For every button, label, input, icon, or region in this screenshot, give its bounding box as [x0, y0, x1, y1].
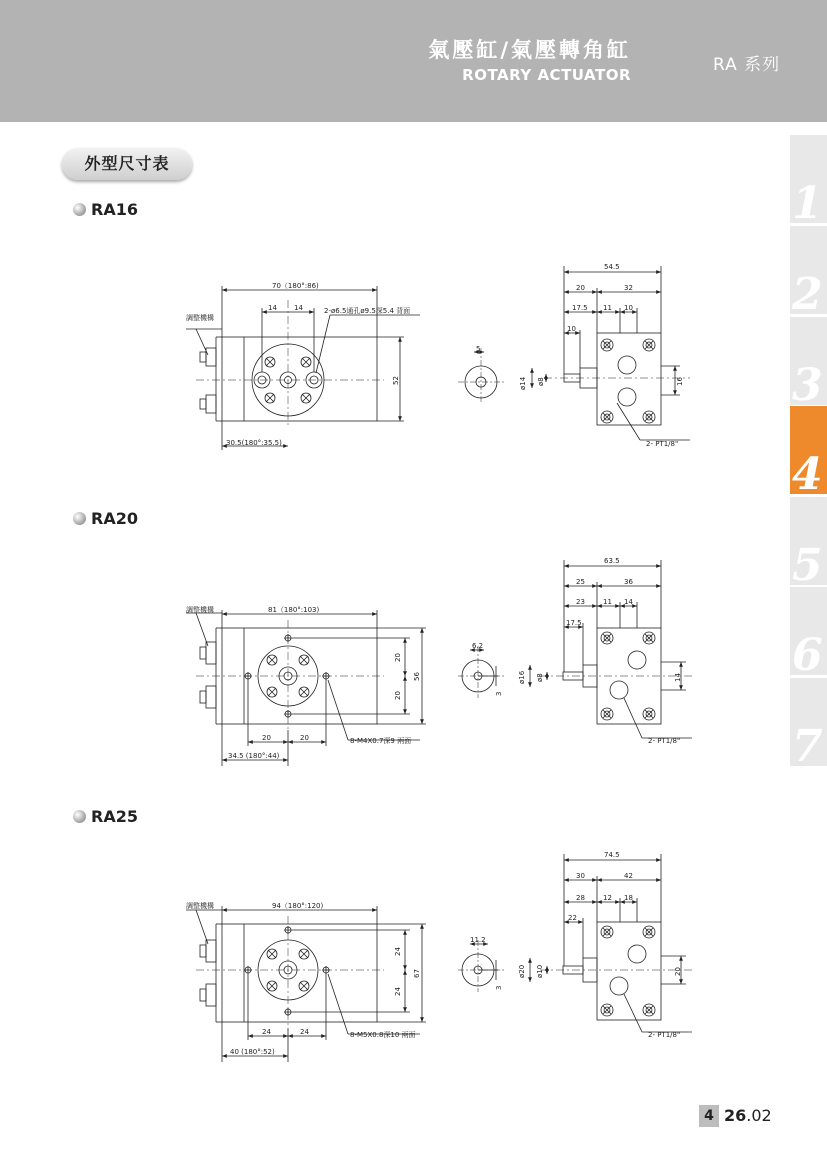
label-holes: 8-M5X0.8深10 兩面	[350, 1031, 416, 1039]
dim-17-5: 17.5	[566, 619, 582, 627]
label-adjust: 調整機構	[186, 902, 214, 910]
dim-h24b: 24	[300, 1028, 309, 1036]
model-name: RA25	[91, 807, 138, 826]
dim-bottom: 30.5(180°:35.5)	[226, 439, 282, 447]
footer-page-number	[724, 1105, 772, 1127]
ra25-shaft-view	[458, 940, 504, 992]
dim-v20a: 20	[394, 653, 402, 662]
ra20-shaft-view	[458, 646, 504, 698]
side-tab-label: 3	[792, 360, 823, 405]
dim-h20a: 20	[262, 734, 271, 742]
model-name: RA16	[91, 200, 138, 219]
dim-height: 67	[413, 969, 421, 978]
dim-bottom: 40 (180°:52)	[230, 1048, 275, 1056]
side-tab-label: 7	[792, 721, 823, 766]
label-holes: 2-ø6.5通孔ø9.5深5.4 背面	[324, 307, 411, 315]
dim-shaft-key: 5	[476, 345, 481, 353]
dim-12: 12	[603, 894, 612, 902]
dim-h24a: 24	[262, 1028, 271, 1036]
ra20-side-view	[530, 560, 692, 738]
dim-20: 20	[576, 284, 585, 292]
side-tab-label: 6	[792, 630, 823, 675]
side-tab-label: 5	[792, 540, 823, 585]
dim-11: 11	[603, 598, 612, 606]
label-adjust: 調整機構	[186, 606, 214, 614]
dim-10b: 10	[567, 325, 576, 333]
dim-14b: 14	[674, 673, 682, 682]
label-port: 2- PT1/8"	[648, 1031, 681, 1039]
dim-14a: 14	[268, 304, 277, 312]
dim-phi-shaft: ø14	[519, 376, 527, 390]
dim-height: 52	[392, 376, 400, 385]
dim-phi-shaft: ø20	[518, 964, 526, 978]
dim-shaft-key: 6.2	[472, 642, 484, 650]
dim-total: 63.5	[604, 557, 620, 565]
dim-36: 36	[624, 578, 633, 586]
dim-shaft-3: 3	[495, 691, 503, 696]
dim-phi-small: ø8	[537, 377, 545, 386]
dim-42: 42	[624, 872, 633, 880]
ra25-side-view	[530, 854, 692, 1032]
dim-phi-shaft: ø16	[518, 670, 526, 684]
dim-overall: 70（180°:86)	[272, 282, 319, 290]
dim-14: 14	[624, 598, 633, 606]
ra16-shaft-view	[458, 348, 504, 404]
dim-v24a: 24	[394, 947, 402, 956]
dim-v20b: 20	[394, 691, 402, 700]
dim-phi-small: ø10	[536, 964, 544, 978]
dim-28: 28	[576, 894, 585, 902]
label-adjust: 調整機構	[186, 314, 214, 322]
ra16-side-view	[532, 266, 690, 440]
dim-25: 25	[576, 578, 585, 586]
label-holes: 8-M4X0.7深9 兩面	[350, 737, 412, 745]
label-port: 2- PT1/8"	[646, 440, 679, 448]
dim-h20b: 20	[300, 734, 309, 742]
dim-14b: 14	[294, 304, 303, 312]
side-tab-label: 2	[792, 269, 823, 314]
footer-section-number: 4	[699, 1105, 719, 1127]
dim-23: 23	[576, 598, 585, 606]
dim-30: 30	[576, 872, 585, 880]
dim-phi-small: ø8	[536, 673, 544, 682]
dim-overall: 81（180°:103)	[268, 606, 320, 614]
dim-total: 74.5	[604, 851, 620, 859]
dim-10: 10	[624, 304, 633, 312]
dim-20: 20	[674, 967, 682, 976]
dim-11: 11	[603, 304, 612, 312]
dim-17-5: 17.5	[572, 304, 588, 312]
dim-22: 22	[568, 914, 577, 922]
dim-18: 18	[624, 894, 633, 902]
dim-32: 32	[624, 284, 633, 292]
label-port: 2- PT1/8"	[648, 737, 681, 745]
dim-16: 16	[676, 377, 684, 386]
header-series: RA 系列	[713, 55, 781, 75]
dim-shaft-3: 3	[495, 985, 503, 990]
header-title-en: ROTARY ACTUATOR	[462, 66, 631, 84]
dim-v24b: 24	[394, 987, 402, 996]
side-tab-label: 4	[792, 449, 823, 494]
header-title-cn: 氣壓缸/氣壓轉角缸	[428, 38, 631, 62]
dim-overall: 94（180°:120)	[272, 902, 324, 910]
dim-bottom: 34.5 (180°:44)	[228, 752, 280, 760]
section-title: 外型尺寸表	[62, 148, 192, 180]
dim-total: 54.5	[604, 263, 620, 271]
side-tab-label: 1	[792, 178, 823, 223]
model-name: RA20	[91, 509, 138, 528]
page-number-main: 26	[724, 1106, 747, 1125]
dim-shaft-key: 11.2	[470, 936, 486, 944]
dim-height: 56	[413, 672, 421, 681]
page-number-sub: .02	[746, 1106, 772, 1125]
